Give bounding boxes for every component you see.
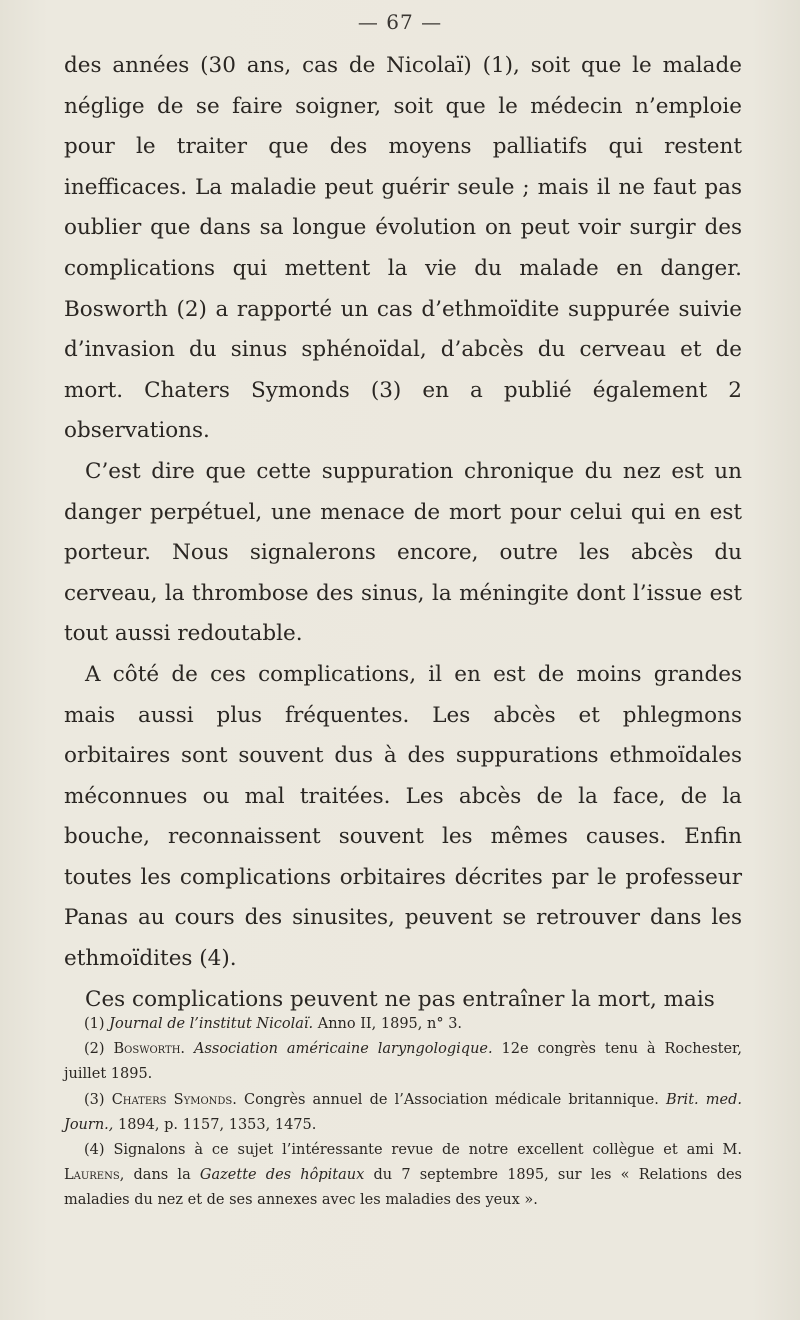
footnote-mark: (3) — [84, 1091, 112, 1108]
footnote-title: Association américaine laryngologique. — [185, 1041, 493, 1058]
footnote-text: 1894, p. 1157, 1353, 1475. — [113, 1116, 317, 1133]
footnote-text: dans la — [124, 1167, 200, 1184]
footnote-2 — [64, 1037, 742, 1087]
paragraph-3: A côté de ces complications, il en est de moins grandes mais aussi plus fréquentes. Les abcès et phlegmons orbitaires sont souvent dus à des suppurations ethmoïdales méconnues ou mal traitées. Les abcès de la face, de la bouche, reconnaissent souvent les mêmes causes. Enfin toutes les complications orbitaires décrites par le professeur Panas au cours des sinusites, peuvent se retrouver dans les ethmoïdites (4). — [64, 661, 742, 972]
footnote-title: Brit. med. Journ., — [64, 1091, 742, 1133]
footnote-4 — [64, 1138, 742, 1214]
footnote-1 — [64, 1012, 742, 1037]
footnote-author: Laurens, — [64, 1167, 125, 1184]
footnote-text: Anno II, 1895, n° 3. — [313, 1016, 463, 1032]
footnote-author: Bosworth. — [113, 1041, 186, 1058]
footnote-title: Gazette des hôpitaux — [199, 1167, 365, 1184]
footnotes — [64, 1012, 742, 1214]
footnote-text: Signalons à ce sujet l’intéressante revue de notre excellent collègue et ami M. — [113, 1142, 742, 1159]
body-text — [64, 46, 742, 1020]
footnote-3 — [64, 1088, 742, 1138]
footnote-mark: (1) — [84, 1016, 110, 1032]
paragraph-2: C’est dire que cette suppuration chronique du nez est un danger perpétuel, une menace de mort pour celui qui en est porteur. Nous signalerons encore, outre les abcès du cerveau, la thrombose des sinus, la méningite dont l’issue est tout aussi redoutable. — [64, 458, 742, 647]
paragraph-1: des années (30 ans, cas de Nicolaï) (1), soit que le malade néglige de se faire soigner, soit que le médecin n’emploie pour le traiter que des moyens palliatifs qui restent inefficaces. La maladie peut guérir seule ; mais il ne faut pas oublier que dans sa longue évolution on peut voir surgir des complications qui mettent la vie du malade en danger. Bosworth (2) a rapporté un cas d’ethmoïdite suppurée suivie d’invasion du sinus sphénoïdal, d’abcès du cerveau et de mort. Chaters Symonds (3) en a publié également 2 observations. — [64, 53, 742, 444]
footnote-author: Chaters Symonds. — [111, 1091, 237, 1108]
footnote-mark: (4) — [84, 1142, 114, 1159]
footnote-text: 12e congrès tenu à Rochester, juillet 1895. — [64, 1041, 742, 1083]
footnote-title: Journal de l’institut Nicolaï. — [109, 1016, 314, 1032]
footnote-mark: (2) — [84, 1041, 114, 1058]
footnote-text: du 7 septembre 1895, sur les « Relations des maladies du nez et de ses annexes avec les maladies des yeux ». — [64, 1167, 742, 1209]
footnote-text: Congrès annuel de l’Association médicale britannique. — [236, 1091, 659, 1108]
page-number: — 67 — — [357, 10, 443, 34]
paragraph-4: Ces complications peuvent ne pas entraîner la mort, mais — [85, 986, 715, 1012]
